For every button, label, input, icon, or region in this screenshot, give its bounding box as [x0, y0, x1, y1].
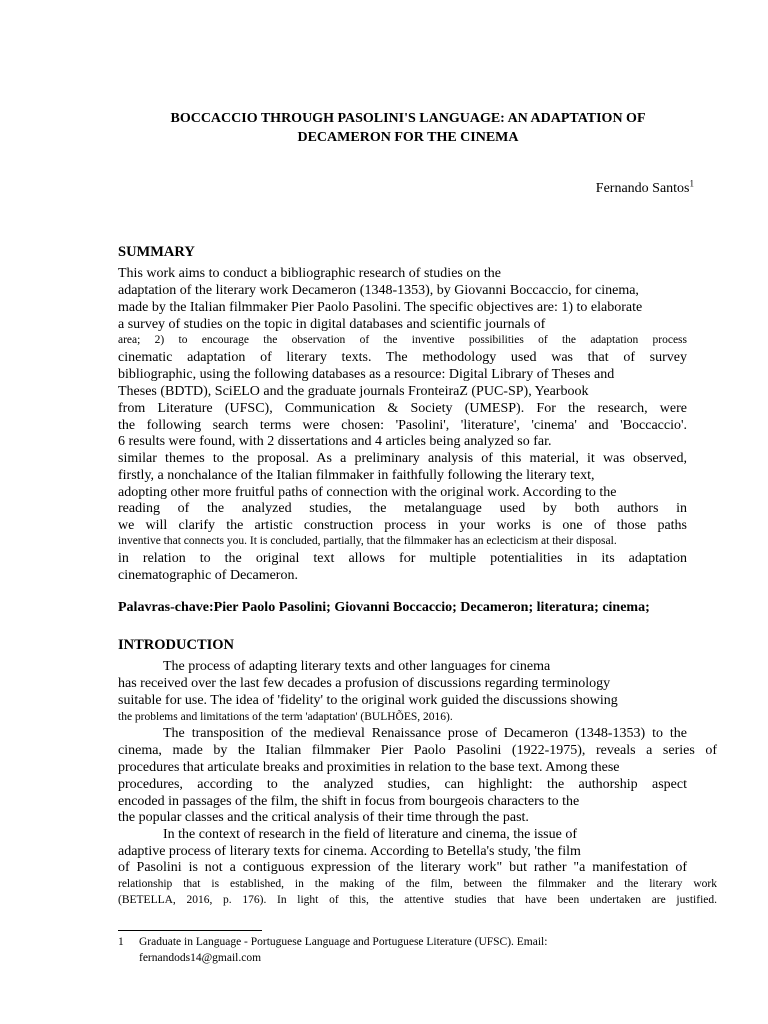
footnote-text: Graduate in Language - Portuguese Language and Portuguese Literature (UFSC). Email:	[139, 936, 548, 948]
document-title	[118, 109, 698, 147]
summary-line: This work aims to conduct a bibliographic research of studies on the	[118, 266, 501, 281]
summary-line: inventive that connects you. It is concluded, partially, that the filmmaker has an eclecticism at their disposal.	[118, 535, 617, 547]
intro-line: The process of adapting literary texts and other languages for cinema	[163, 659, 551, 674]
summary-line: area; 2) to encourage the observation of the inventive possibilities of the adaptation process	[118, 334, 687, 346]
summary-line: we will clarify the artistic construction process in your works is one of those paths	[118, 518, 687, 533]
intro-line: the popular classes and the critical analysis of their time through the past.	[118, 810, 529, 825]
title-line-1: BOCCACCIO THROUGH PASOLINI'S LANGUAGE: AN ADAPTATION OF	[170, 111, 646, 126]
summary-line: in relation to the original text allows for multiple potentialities in its adaptation	[118, 551, 687, 566]
intro-line: procedures, according to the analyzed studies, can highlight: the authorship aspect	[118, 777, 687, 792]
summary-line: 6 results were found, with 2 dissertations and 4 articles being analyzed so far.	[118, 434, 552, 449]
author-name: Fernando Santos	[595, 181, 690, 196]
intro-line: (BETELLA, 2016, p. 176). In light of this, the attentive studies that have been undertaken are justified.	[118, 894, 717, 906]
summary-heading: SUMMARY	[118, 244, 195, 260]
intro-line: encoded in passages of the film, the shift in focus from bourgeois characters to the	[118, 794, 580, 809]
intro-line: In the context of research in the field of literature and cinema, the issue of	[163, 827, 577, 842]
keywords: Palavras-chave:Pier Paolo Pasolini; Giovanni Boccaccio; Decameron; literatura; cinema;	[118, 600, 650, 615]
summary-line: bibliographic, using the following databases as a resource: Digital Library of Theses and	[118, 367, 615, 382]
footnote-number: 1	[118, 936, 124, 948]
introduction-heading: INTRODUCTION	[118, 637, 235, 653]
summary-line: firstly, a nonchalance of the Italian filmmaker in faithfully following the literary text,	[118, 468, 595, 483]
summary-line: adaptation of the literary work Decameron (1348-1353), by Giovanni Boccaccio, for cinema,	[118, 283, 639, 298]
intro-line: suitable for use. The idea of 'fidelity' to the original work guided the discussions showing	[118, 693, 618, 708]
summary-line: similar themes to the proposal. As a preliminary analysis of this material, it was observed,	[118, 451, 687, 466]
title-line-2: DECAMERON FOR THE CINEMA	[297, 130, 519, 145]
summary-line: from Literature (UFSC), Communication & Society (UMESP). For the research, were	[118, 401, 687, 416]
intro-line: procedures that articulate breaks and proximities in relation to the base text. Among these	[118, 760, 620, 775]
intro-line: The transposition of the medieval Renaissance prose of Decameron (1348-1353) to the	[163, 726, 687, 741]
summary-line: cinematographic of Decameron.	[118, 568, 298, 583]
summary-line: the following search terms were chosen: 'Pasolini', 'literature', 'cinema' and 'Boccaccio'.	[118, 418, 687, 433]
summary-line: reading of the analyzed studies, the metalanguage used by both authors in	[118, 501, 687, 516]
intro-line: the problems and limitations of the term 'adaptation' (BULHÕES, 2016).	[118, 711, 453, 723]
intro-line: adaptive process of literary texts for cinema. According to Betella's study, 'the film	[118, 844, 581, 859]
footnote-separator	[118, 930, 262, 931]
summary-line: adopting other more fruitful paths of connection with the original work. According to the	[118, 485, 617, 500]
summary-line: made by the Italian filmmaker Pier Paolo Pasolini. The specific objectives are: 1) to elaborate	[118, 300, 643, 315]
intro-line: cinema, made by the Italian filmmaker Pier Paolo Pasolini (1922-1975), reveals a series of	[118, 743, 717, 758]
summary-line: Theses (BDTD), SciELO and the graduate journals FronteiraZ (PUC-SP), Yearbook	[118, 384, 589, 399]
intro-line: of Pasolini is not a contiguous expression of the literary work" but rather "a manifestation of	[118, 860, 687, 875]
footnote-email: fernandods14@gmail.com	[139, 952, 262, 964]
footnote-mark: 1	[689, 178, 694, 189]
author-byline	[595, 178, 694, 197]
summary-line: a survey of studies on the topic in digital databases and scientific journals of	[118, 317, 546, 332]
intro-line: relationship that is established, in the making of the film, between the filmmaker and the literary work	[118, 878, 717, 890]
intro-line: has received over the last few decades a profusion of discussions regarding terminology	[118, 676, 611, 691]
summary-line: cinematic adaptation of literary texts. The methodology used was that of survey	[118, 350, 687, 365]
